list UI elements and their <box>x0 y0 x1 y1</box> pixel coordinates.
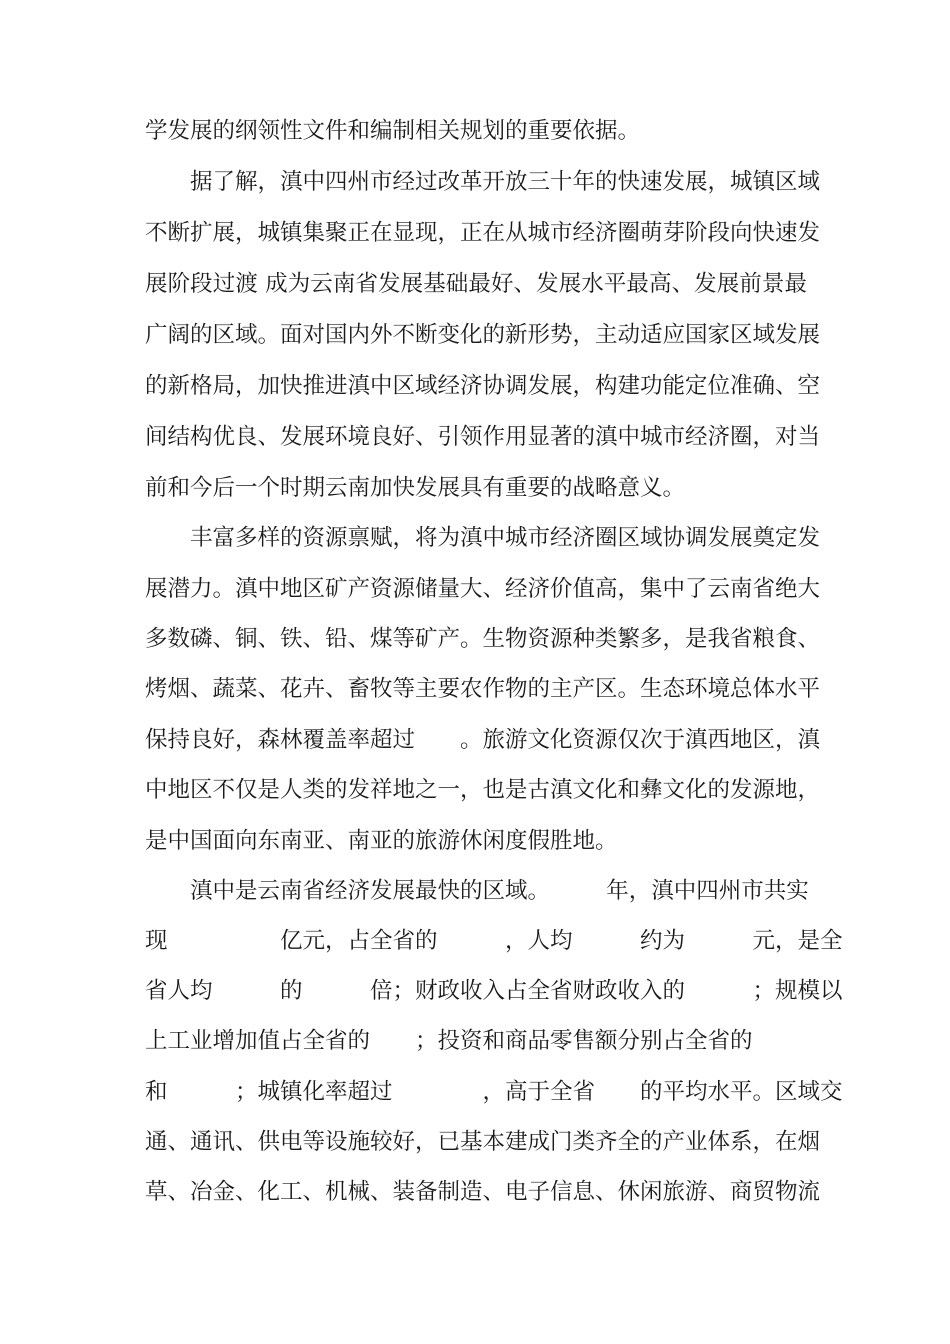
text-line: 不断扩展，城镇集聚正在显现，正在从城市经济圈萌芽阶段向快速发 <box>145 220 821 246</box>
text-line: 保持良好，森林覆盖率超过 。旅游文化资源仅次于滇西地区，滇 <box>145 727 821 753</box>
text-line: 和 ；城镇化率超过 ，高于全省 的平均水平。区域交 <box>145 1079 843 1105</box>
text-line: 的新格局，加快推进滇中区域经济协调发展，构建功能定位准确、空 <box>145 373 821 399</box>
text-line: 滇中是云南省经济发展最快的区域。 年，滇中四州市共实 <box>190 878 809 904</box>
text-line: 省人均 的 倍；财政收入占全省财政收入的 ；规模以 <box>145 978 843 1004</box>
text-line: 是中国面向东南亚、南亚的旅游休闲度假胜地。 <box>145 828 618 854</box>
text-line: 丰富多样的资源禀赋，将为滇中城市经济圈区域协调发展奠定发 <box>190 525 821 551</box>
text-line: 据了解，滇中四州市经过改革开放三十年的快速发展，城镇区域 <box>190 169 821 195</box>
text-line: 通、通讯、供电等设施较好，已基本建成门类齐全的产业体系，在烟 <box>145 1129 821 1155</box>
text-line: 广阔的区域。面对国内外不断变化的新形势，主动适应国家区域发展 <box>145 322 821 348</box>
text-line: 间结构优良、发展环境良好、引领作用显著的滇中城市经济圈，对当 <box>145 424 821 450</box>
text-line: 展阶段过渡 成为云南省发展基础最好、发展水平最高、发展前景最 <box>145 271 807 297</box>
text-line: 现 亿元，占全省的 ，人均 约为 元，是全 <box>145 928 843 954</box>
text-line: 草、冶金、化工、机械、装备制造、电子信息、休闲旅游、商贸物流 <box>145 1179 821 1205</box>
text-line: 烤烟、蔬菜、花卉、畜牧等主要农作物的主产区。生态环境总体水平 <box>145 676 821 702</box>
text-line: 中地区不仅是人类的发祥地之一，也是古滇文化和彝文化的发源地， <box>145 777 821 803</box>
text-line: 前和今后一个时期云南加快发展具有重要的战略意义。 <box>145 475 686 501</box>
text-line: 多数磷、铜、铁、铅、煤等矿产。生物资源种类繁多，是我省粮食、 <box>145 626 821 652</box>
text-line: 上工业增加值占全省的 ；投资和商品零售额分别占全省的 <box>145 1028 753 1054</box>
text-line: 学发展的纲领性文件和编制相关规划的重要依据。 <box>145 118 641 144</box>
text-line: 展潜力。滇中地区矿产资源储量大、经济价值高，集中了云南省绝大 <box>145 576 821 602</box>
